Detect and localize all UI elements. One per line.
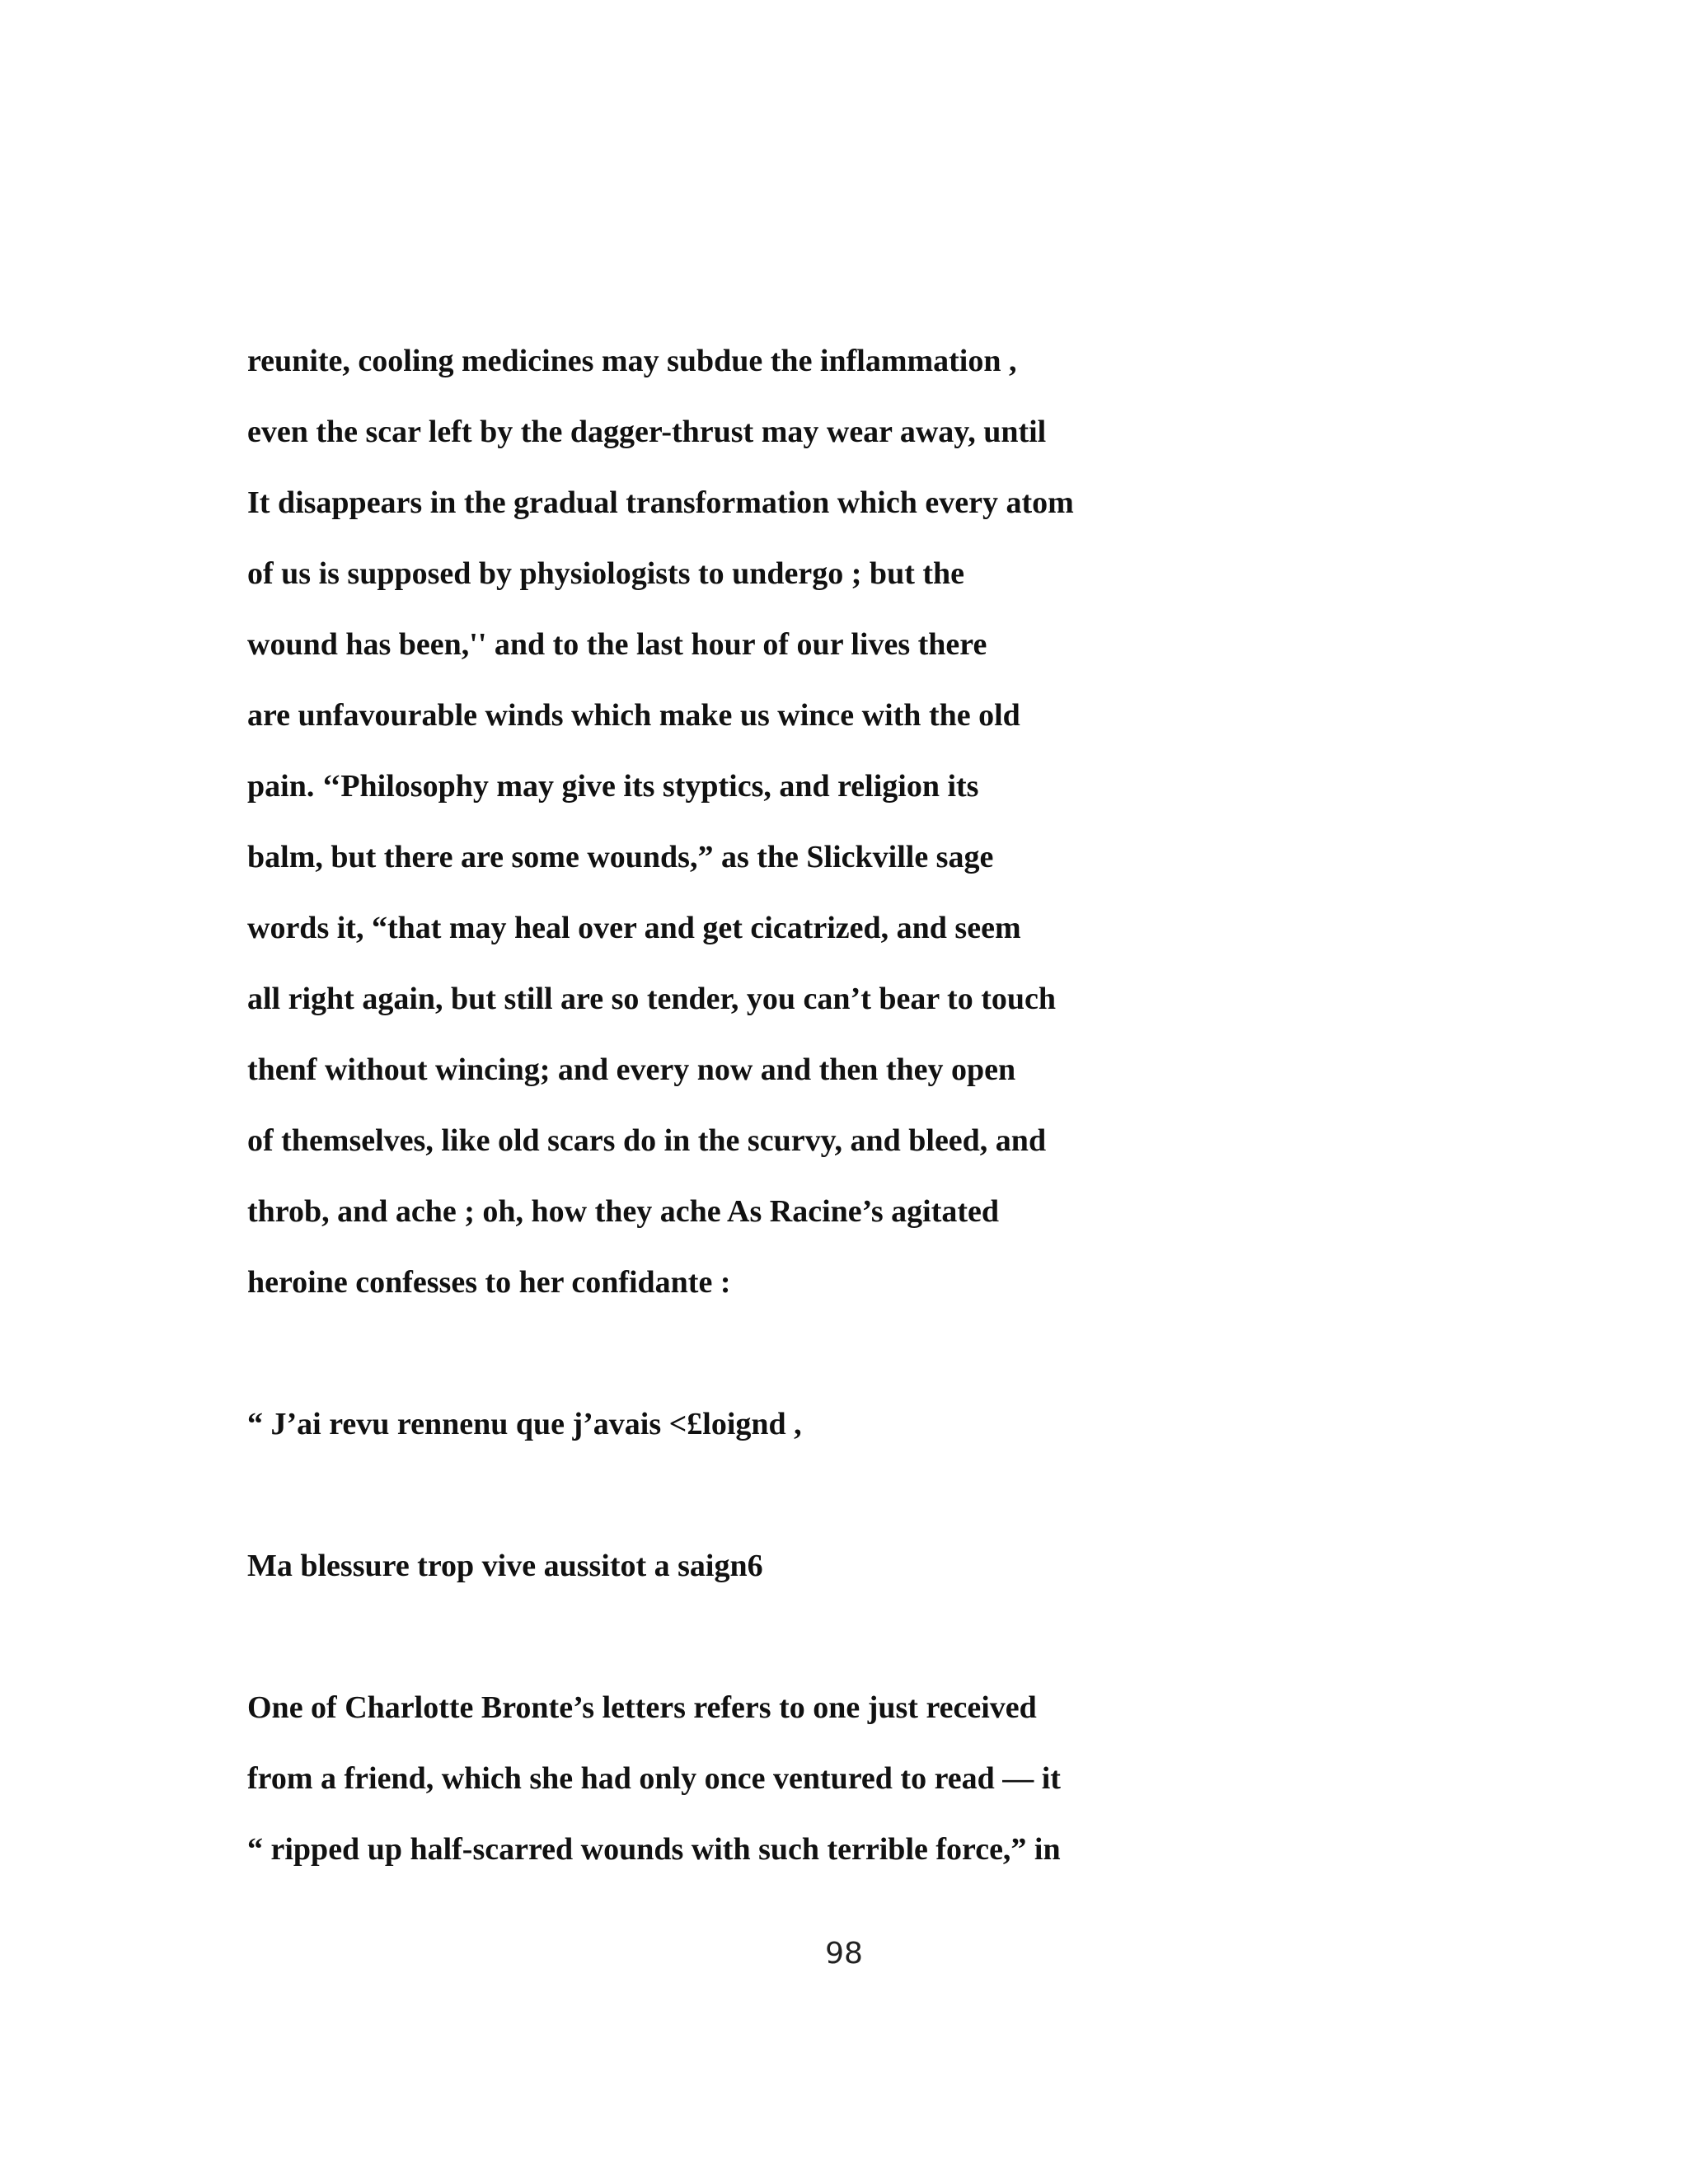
text-line: pain. ‘‘Philosophy may give its styptics, and religion its — [247, 769, 979, 804]
text-line: It disappears in the gradual transformation which every atom — [247, 485, 1074, 520]
text-line: words it, “that may heal over and get cicatrized, and seem — [247, 911, 1021, 945]
text-line: One of Charlotte Bronte’s letters refers to one just received — [247, 1690, 1037, 1725]
text-line: throb, and ache ; oh, how they ache As Racine’s agitated — [247, 1194, 1000, 1229]
text-line: are unfavourable winds which make us wince with the old — [247, 698, 1020, 733]
text-line: of themselves, like old scars do in the scurvy, and bleed, and — [247, 1123, 1047, 1158]
text-line: wound has been,'' and to the last hour of our lives there — [247, 627, 987, 662]
text-line: all right again, but still are so tender, you can’t bear to touch — [247, 982, 1056, 1016]
text-line: reunite, cooling medicines may subdue the inflammation , — [247, 344, 1017, 378]
text-line: of us is supposed by physiologists to undergo ; but the — [247, 556, 965, 591]
text-line: heroine confesses to her confidante : — [247, 1265, 731, 1300]
spacer — [247, 1460, 1442, 1530]
spacer — [247, 1318, 1442, 1389]
text-line: balm, but there are some wounds,” as the Slickville sage — [247, 840, 994, 874]
text-line: “ ripped up half-scarred wounds with such terrible force,” in — [247, 1832, 1061, 1867]
page-number: 98 — [825, 1937, 863, 1971]
text-line: thenf without wincing; and every now and then they open — [247, 1052, 1016, 1087]
body-text — [247, 326, 1442, 1885]
quote-line: Ma blessure trop vive aussitot a saign6 — [247, 1549, 763, 1583]
text-line: from a friend, which she had only once ventured to read — it — [247, 1761, 1061, 1796]
quote-line: “ J’ai revu rennenu que j’avais <£loignd , — [247, 1407, 802, 1441]
text-line: even the scar left by the dagger-thrust may wear away, until — [247, 415, 1047, 449]
spacer — [247, 1601, 1442, 1672]
